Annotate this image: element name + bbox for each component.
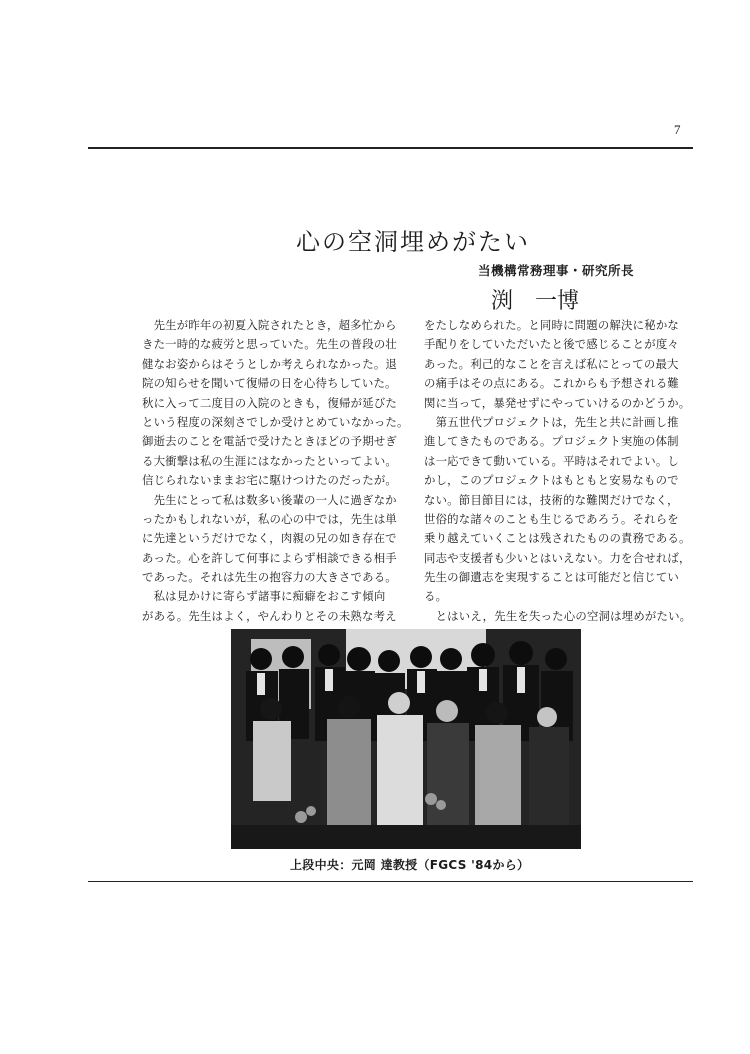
body-line: 私は見かけに寄らず諸事に痴癖をおこす傾向 (142, 589, 386, 604)
body-line: 信じられないままお宅に駆けつけたのだったが。 (142, 473, 397, 488)
body-line: 健なお姿からはそうとしか考えられなかった。退 (142, 356, 397, 371)
body-line: 同志や支援者も少いとはいえない。力を合せれば， (424, 550, 691, 565)
body-line: の痛手はその点にある。これからも予想される難 (424, 376, 679, 391)
body-line: 先生にとって私は数多い後輩の一人に過ぎなか (142, 492, 397, 507)
body-line: とはいえ，先生を失った心の空洞は埋めがたい。 (424, 608, 692, 623)
body-line: ない。節目節目には，技術的な難関だけでなく， (424, 492, 679, 507)
body-line: をたしなめられた。と同時に問題の解決に秘かな (424, 318, 679, 332)
body-line: ったかもしれないが，私の心の中では，先生は単 (142, 511, 397, 526)
body-line: は一応できて動いている。平時はそれでよい。し (424, 453, 679, 468)
body-line: 手配りをしていただいたと後で感じることが度々 (424, 337, 679, 352)
body-line: であった。それは先生の抱容力の大きさである。 (142, 570, 397, 585)
body-line: 関に当って，暴発せずにやっていけるのかどうか。 (424, 395, 691, 410)
page-number: 7 (674, 122, 681, 137)
body-line: 御逝去のことを電話で受けたときほどの予期せぎ (142, 434, 397, 449)
body-column-left (142, 316, 410, 626)
header-rule (88, 147, 693, 149)
body-line: がある。先生はよく，やんわりとその未熟な考え (142, 608, 397, 623)
body-line: 先生の御遺志を実現することは可能だと信じてい (424, 570, 679, 585)
body-line: 秋に入って二度目の入院のときも，復帰が延びた (142, 395, 397, 410)
body-line: きた一時的な疲労と思っていた。先生の普段の壮 (142, 337, 397, 352)
body-line: 先生が昨年の初夏入院されたとき，超多忙から (142, 318, 397, 332)
body-line: あった。心を許して何事によらず相談できる相手 (142, 550, 397, 565)
author-name: 渕 一博 (491, 289, 580, 314)
article-title: 心の空洞埋めがたい (296, 228, 530, 256)
body-line: という程度の深刻さでしか受けとめていなかった。 (142, 414, 409, 429)
body-line: 世俗的な諸々のことも生じるであろう。それらを (424, 511, 679, 526)
footer-rule (88, 881, 693, 882)
body-line: 院の知らせを聞いて復帰の日を心待ちしていた。 (142, 376, 397, 391)
body-line: かし，このプロジェクトはもともと安易なもので (424, 473, 679, 488)
body-column-right (424, 316, 696, 626)
photo-caption: 上段中央：元岡 達教授（FGCS '84から） (290, 858, 530, 872)
body-line: る。 (424, 589, 448, 604)
body-line: あった。利己的なことを言えば私にとっての最大 (424, 356, 679, 371)
group-photo-image (231, 629, 581, 849)
body-line: 乗り越えていくことは残されたものの責務である。 (424, 531, 691, 546)
group-photo (231, 629, 581, 849)
body-line: る大衝撃は私の生涯にはなかったといってよい。 (142, 453, 397, 468)
body-line: 進してきたものである。プロジェクト実施の体制 (424, 434, 679, 449)
body-line: 第五世代プロジェクトは，先生と共に計画し推 (424, 414, 679, 429)
body-line: に先達というだけでなく，肉親の兄の如き存在で (142, 531, 397, 546)
author-affiliation: 当機構常務理事・研究所長 (478, 263, 635, 278)
